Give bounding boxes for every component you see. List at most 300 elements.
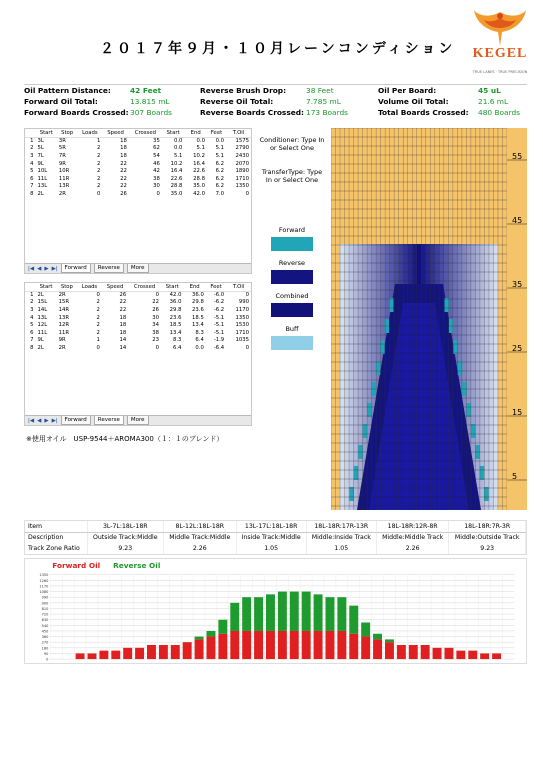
track-cell: Inside Track:Middle (236, 532, 306, 543)
table-cell: 42.0 (193, 190, 205, 197)
bar-forward-oil (337, 631, 346, 659)
table-cell: -5.1 (213, 322, 225, 329)
table-row[interactable] (25, 160, 251, 168)
table-cell: 2 (96, 152, 101, 159)
bar-forward-oil (206, 637, 215, 660)
table-cell: 6.4 (173, 344, 182, 351)
summary-value: 45 uL (478, 86, 501, 95)
legend-series: Reverse Oil (113, 560, 161, 570)
table-cell: 5 (30, 168, 34, 175)
table-cell: 22 (119, 306, 127, 313)
column-header: Loads (77, 283, 102, 291)
sheet-tabs (25, 415, 251, 425)
y-tick-label: 450 (41, 629, 49, 634)
column-header: End (184, 129, 207, 137)
bar-forward-oil (218, 634, 227, 659)
table-cell: 0 (245, 190, 249, 197)
table-cell: 1 (96, 138, 101, 145)
track-cell: Middle Track:Middle (164, 532, 237, 543)
bar-reverse-oil (385, 639, 394, 642)
table-cell: 0.0 (173, 138, 183, 145)
summary-label: Volume Oil Total: (378, 97, 449, 106)
bar-forward-oil (397, 645, 406, 659)
bar-forward-oil (385, 642, 394, 659)
forward-oil-mark (471, 424, 476, 438)
table-header-row (25, 283, 251, 291)
bar-forward-oil (325, 631, 334, 659)
table-cell: 6.4 (195, 337, 204, 344)
legend-swatch (271, 303, 313, 317)
bar-forward-oil (302, 631, 311, 659)
bar-reverse-oil (290, 592, 299, 631)
reverse-table[interactable] (24, 282, 252, 426)
table-cell: -6.0 (213, 292, 225, 299)
nav-prev-icon[interactable]: ◀ (37, 417, 42, 424)
bar-forward-oil (480, 653, 489, 659)
forward-oil-mark (363, 424, 368, 438)
table-cell: 18 (119, 329, 127, 336)
y-tick-label: 1260 (39, 578, 49, 583)
table-cell: 0.0 (195, 344, 204, 351)
table-cell: 35 (153, 138, 160, 145)
track-cell: 18L-18R:7R-3R (449, 521, 526, 532)
table-row[interactable] (25, 137, 251, 145)
summary-label: Total Boards Crossed: (378, 108, 469, 117)
track-cell: 2.26 (164, 543, 237, 554)
table-cell: 16.4 (170, 168, 183, 175)
table-cell: 11R (58, 175, 70, 182)
table-cell: 7R (58, 152, 66, 159)
bar-forward-oil (373, 639, 382, 659)
tab-more[interactable]: More (127, 416, 149, 425)
table-cell: 23.6 (192, 306, 204, 313)
table-cell: -5.1 (213, 329, 225, 336)
bar-reverse-oil (314, 594, 323, 631)
track-cell: Middle:Outside Track (449, 532, 526, 543)
summary-cell (378, 97, 527, 106)
table-cell: 22 (119, 299, 127, 306)
table-cell: 5.1 (196, 145, 205, 152)
table-row[interactable] (25, 314, 251, 322)
track-cell: Item (25, 521, 87, 532)
forward-oil-mark (458, 361, 463, 375)
table-cell: 1350 (235, 183, 249, 190)
oil-bar-chart (24, 558, 527, 664)
legend-label: Forward (278, 226, 306, 234)
table-row[interactable] (25, 321, 251, 329)
column-header (25, 283, 35, 291)
table-cell: 26 (152, 306, 160, 313)
summary-cell (378, 108, 527, 117)
bar-forward-oil (254, 631, 263, 659)
forward-oil-mark (480, 466, 485, 480)
table-cell: 26 (120, 190, 127, 197)
bar-reverse-oil (349, 606, 358, 634)
bar-forward-oil (111, 651, 120, 659)
table-cell: 30 (153, 183, 160, 190)
table-cell: 28.8 (193, 175, 205, 182)
bar-reverse-oil (218, 620, 227, 634)
table-cell: 22.6 (193, 168, 205, 175)
table-cell: 35.0 (193, 183, 205, 190)
distance-label: 55 (512, 152, 523, 161)
table-cell: 18 (119, 314, 127, 321)
bar-reverse-oil (325, 597, 334, 631)
table-cell: 34 (152, 322, 160, 329)
phoenix-icon (470, 8, 530, 48)
table-cell: 15R (58, 299, 70, 306)
table-cell: 10R (58, 168, 70, 175)
table-cell: 42.0 (169, 292, 182, 299)
table-cell: 990 (238, 299, 249, 306)
bar-reverse-oil (337, 597, 346, 631)
table-row[interactable] (25, 183, 251, 191)
table-cell: 0.0 (173, 145, 183, 152)
table-row[interactable] (25, 145, 251, 153)
lane-oil-graph (331, 128, 527, 510)
bar-reverse-oil (278, 592, 287, 631)
table-cell: 62 (153, 145, 160, 152)
track-ratio-row (25, 543, 526, 554)
table-cell: 18 (120, 145, 127, 152)
forward-oil-mark (367, 403, 372, 417)
table-cell: 18 (120, 138, 127, 145)
table-cell: 29.8 (192, 299, 204, 306)
bar-forward-oil (349, 634, 358, 659)
table-cell: 2 (96, 329, 100, 336)
summary-cell (200, 86, 378, 95)
table-cell: 18.5 (192, 314, 204, 321)
bar-reverse-oil (266, 594, 275, 631)
summary-value: 7.785 mL (306, 97, 341, 106)
table-cell: 0 (96, 190, 101, 197)
table-cell: 2 (96, 160, 101, 167)
table-cell: 1035 (235, 337, 249, 344)
table-cell: 2 (96, 183, 101, 190)
table-cell: 7 (30, 337, 34, 344)
nav-last-icon[interactable]: ▶| (51, 417, 58, 424)
table-cell: 14R (58, 306, 70, 313)
table-cell: 2R (58, 344, 66, 351)
forward-oil-mark (467, 403, 472, 417)
table-cell: 8.3 (195, 329, 204, 336)
summary-value: 173 Boards (306, 108, 349, 117)
track-cell: 13L-17L:18L-18R (236, 521, 306, 532)
summary-cell (200, 97, 378, 106)
table-cell: 2 (30, 299, 34, 306)
summary-row (24, 96, 527, 107)
table-cell: 22.6 (170, 175, 183, 182)
column-header: Speed (102, 129, 129, 137)
table-cell: 4 (30, 314, 34, 321)
table-cell: 7.0 (215, 190, 224, 197)
table-row[interactable] (25, 167, 251, 175)
table-cell: 0 (245, 292, 249, 299)
table-cell: 5L (37, 145, 44, 152)
table-cell: 11R (58, 329, 70, 336)
summary-label: Oil Pattern Distance: (24, 86, 111, 95)
forward-oil-mark (354, 466, 359, 480)
reverse-rows (25, 291, 251, 352)
tab-more[interactable]: More (127, 264, 149, 273)
table-cell: 46 (153, 160, 160, 167)
track-cell: 3L-7L:18L-18R (87, 521, 164, 532)
y-tick-label: 810 (41, 606, 49, 611)
table-cell: -6.2 (213, 299, 225, 306)
table-cell: 2 (96, 306, 100, 313)
table-row[interactable] (25, 344, 251, 352)
table-cell: 0 (155, 344, 160, 351)
tab-reverse[interactable]: Reverse (94, 264, 124, 273)
table-cell: 0 (155, 292, 160, 299)
table-cell: 3R (58, 138, 66, 145)
table-cell: 13R (58, 183, 70, 190)
bar-forward-oil (159, 645, 168, 659)
table-cell: 1890 (235, 168, 249, 175)
table-cell: 13.4 (169, 329, 182, 336)
bar-forward-oil (76, 653, 85, 659)
table-cell: 0 (96, 292, 100, 299)
track-description-row (25, 532, 526, 543)
track-cell: 1.05 (236, 543, 306, 554)
forward-oil-mark (376, 361, 381, 375)
table-cell: 0 (96, 344, 100, 351)
distance-label: 15 (512, 408, 523, 417)
nav-next-icon[interactable]: ▶ (44, 265, 49, 272)
page-title: ２０１７年９月・１０月レーンコンディション (100, 41, 456, 57)
bar-forward-oil (409, 645, 418, 659)
y-tick-label: 1350 (39, 573, 49, 578)
table-cell: 2 (96, 175, 101, 182)
nav-next-icon[interactable]: ▶ (44, 417, 49, 424)
table-row[interactable] (25, 175, 251, 183)
bar-forward-oil (421, 645, 430, 659)
table-cell: -6.4 (213, 344, 225, 351)
legend-swatch (271, 237, 313, 251)
bar-forward-oil (99, 651, 108, 659)
table-cell: 22 (120, 168, 127, 175)
kegel-logo (470, 8, 530, 80)
track-cell: 2.26 (376, 543, 449, 554)
table-cell: 6 (30, 175, 34, 182)
table-cell: 2L (37, 292, 44, 299)
bar-reverse-oil (373, 634, 382, 640)
table-cell: 8 (30, 344, 34, 351)
table-cell: 2L (37, 344, 44, 351)
table-cell: 2790 (235, 145, 249, 152)
table-cell: 5.1 (215, 152, 224, 159)
summary-cell (24, 86, 200, 95)
summary-value: 21.6 mL (478, 97, 509, 106)
track-cell: Middle:Inside Track (306, 532, 376, 543)
summary-cell (378, 86, 527, 95)
summary-label: Forward Oil Total: (24, 97, 98, 106)
nav-first-icon[interactable]: |◀ (28, 265, 35, 272)
forward-oil-mark (380, 340, 385, 354)
table-cell: 18 (119, 322, 127, 329)
oil-legend (258, 226, 326, 358)
summary-row (24, 85, 527, 96)
column-header: Stop (57, 283, 77, 291)
column-header: Crossed (129, 129, 162, 137)
logo-tagline: TRUE LANES · TRUE PRECISION (472, 70, 528, 74)
table-cell: 1 (30, 292, 34, 299)
table-cell: 36.0 (169, 299, 182, 306)
table-cell: 11L (37, 175, 48, 182)
table-cell: 1710 (235, 329, 249, 336)
table-cell: 1710 (235, 175, 249, 182)
nav-first-icon[interactable]: |◀ (28, 417, 35, 424)
y-tick-label: 540 (41, 623, 49, 628)
bar-forward-oil (242, 631, 251, 659)
y-tick-label: 90 (43, 651, 49, 656)
table-cell: 22 (120, 160, 127, 167)
table-cell: 2 (96, 168, 101, 175)
forward-table[interactable] (24, 128, 252, 274)
table-cell: 6.2 (215, 183, 224, 190)
distance-label: 45 (512, 216, 523, 225)
column-header: Loads (77, 129, 102, 137)
table-cell: 5 (30, 322, 34, 329)
forward-oil-mark (484, 487, 489, 501)
summary-label: Oil Per Board: (378, 86, 437, 95)
table-cell: 35.0 (170, 190, 183, 197)
table-cell: 6.2 (215, 168, 224, 175)
table-cell: 13L (37, 314, 48, 321)
table-cell: 9R (58, 337, 66, 344)
table-row[interactable] (25, 329, 251, 337)
bar-reverse-oil (361, 623, 370, 637)
bar-forward-oil (266, 631, 275, 659)
table-cell: 9R (58, 160, 66, 167)
column-header: Crossed (128, 283, 161, 291)
table-row[interactable] (25, 337, 251, 345)
table-cell: 2L (37, 190, 44, 197)
bar-reverse-oil (206, 631, 215, 637)
table-cell: 0 (245, 344, 249, 351)
distance-scale (507, 128, 527, 510)
forward-oil-mark (349, 487, 354, 501)
bar-forward-oil (456, 651, 465, 659)
table-cell: 5.1 (215, 145, 224, 152)
legend-swatch (271, 270, 313, 284)
table-cell: 6.2 (215, 175, 224, 182)
bar-forward-oil (147, 645, 156, 659)
table-cell: 2 (30, 145, 34, 152)
column-header: Feet (207, 129, 226, 137)
summary-label: Reverse Brush Drop: (200, 86, 287, 95)
table-cell: 15L (37, 299, 48, 306)
y-tick-label: 270 (41, 640, 49, 645)
table-cell: 23.6 (169, 314, 182, 321)
table-cell: -6.2 (213, 306, 225, 313)
oil-note: ※使用オイル USP-9544＋AROMA300（１：１のブレンド） (26, 435, 224, 443)
table-cell: 14 (119, 344, 127, 351)
table-cell: 1 (30, 138, 34, 145)
bar-forward-oil (171, 645, 180, 659)
tab-reverse[interactable]: Reverse (94, 416, 124, 425)
table-row[interactable] (25, 306, 251, 314)
legend-label: Reverse (278, 259, 306, 267)
table-cell: 36.0 (192, 292, 204, 299)
distance-label: 5 (512, 472, 518, 481)
y-tick-label: 180 (41, 646, 49, 651)
table-row[interactable] (25, 152, 251, 160)
legend-swatch (271, 336, 313, 350)
legend-series: Forward Oil (52, 560, 101, 570)
table-row[interactable] (25, 299, 251, 307)
table-cell: 38 (152, 329, 160, 336)
table-cell: -5.1 (213, 314, 225, 321)
table-cell: 3 (30, 306, 34, 313)
summary-value: 480 Boards (478, 108, 521, 117)
conditioner-label: Conditioner: Type In or Select One (259, 136, 325, 152)
legend-label: Combined (275, 292, 309, 300)
oil-summary (24, 84, 527, 118)
y-tick-label: 630 (41, 618, 49, 623)
summary-cell (24, 97, 200, 106)
nav-prev-icon[interactable]: ◀ (37, 265, 42, 272)
column-header: Feet (206, 283, 226, 291)
column-header: Start (162, 129, 185, 137)
bar-forward-oil (314, 631, 323, 659)
sheet-tabs (25, 263, 251, 273)
column-header: Start (36, 129, 57, 137)
table-cell: 11L (37, 329, 48, 336)
logo-text: KEGEL (472, 46, 528, 61)
forward-oil-mark (453, 340, 458, 354)
table-cell: 54 (153, 152, 160, 159)
track-header-row (25, 521, 526, 532)
bar-forward-oil (468, 651, 477, 659)
table-cell: 42 (153, 168, 160, 175)
table-cell: 3L (37, 138, 44, 145)
table-cell: 4 (30, 160, 34, 167)
table-cell: 14L (37, 306, 48, 313)
table-cell: 1530 (235, 322, 249, 329)
table-cell: 1575 (235, 138, 249, 145)
table-row[interactable] (25, 291, 251, 299)
tab-forward[interactable]: Forward (61, 416, 91, 425)
bar-reverse-oil (242, 597, 251, 631)
legend-label: Buff (285, 325, 299, 333)
table-cell: 1 (96, 337, 100, 344)
table-cell: 3 (30, 152, 34, 159)
table-cell: 0.0 (196, 138, 205, 145)
track-cell: 9.23 (87, 543, 164, 554)
table-cell: 0.0 (215, 138, 224, 145)
table-cell: 2 (96, 314, 100, 321)
table-cell: 1350 (235, 314, 249, 321)
track-cell: Outside Track:Middle (87, 532, 164, 543)
table-row[interactable] (25, 190, 251, 198)
track-cell: Middle:Middle Track (376, 532, 449, 543)
summary-label: Forward Boards Crossed: (24, 108, 129, 117)
table-cell: 12L (37, 322, 48, 329)
table-cell: 18 (120, 152, 127, 159)
tab-forward[interactable]: Forward (61, 264, 91, 273)
track-cell: 1.05 (306, 543, 376, 554)
table-cell: 38 (153, 175, 160, 182)
table-cell: 18.5 (169, 322, 182, 329)
nav-last-icon[interactable]: ▶| (51, 265, 58, 272)
bar-reverse-oil (302, 592, 311, 631)
table-cell: 5R (58, 145, 66, 152)
track-cell: Description (25, 532, 87, 543)
summary-value: 38 Feet (306, 86, 334, 95)
table-cell: 26 (119, 292, 127, 299)
table-cell: 2 (96, 299, 100, 306)
